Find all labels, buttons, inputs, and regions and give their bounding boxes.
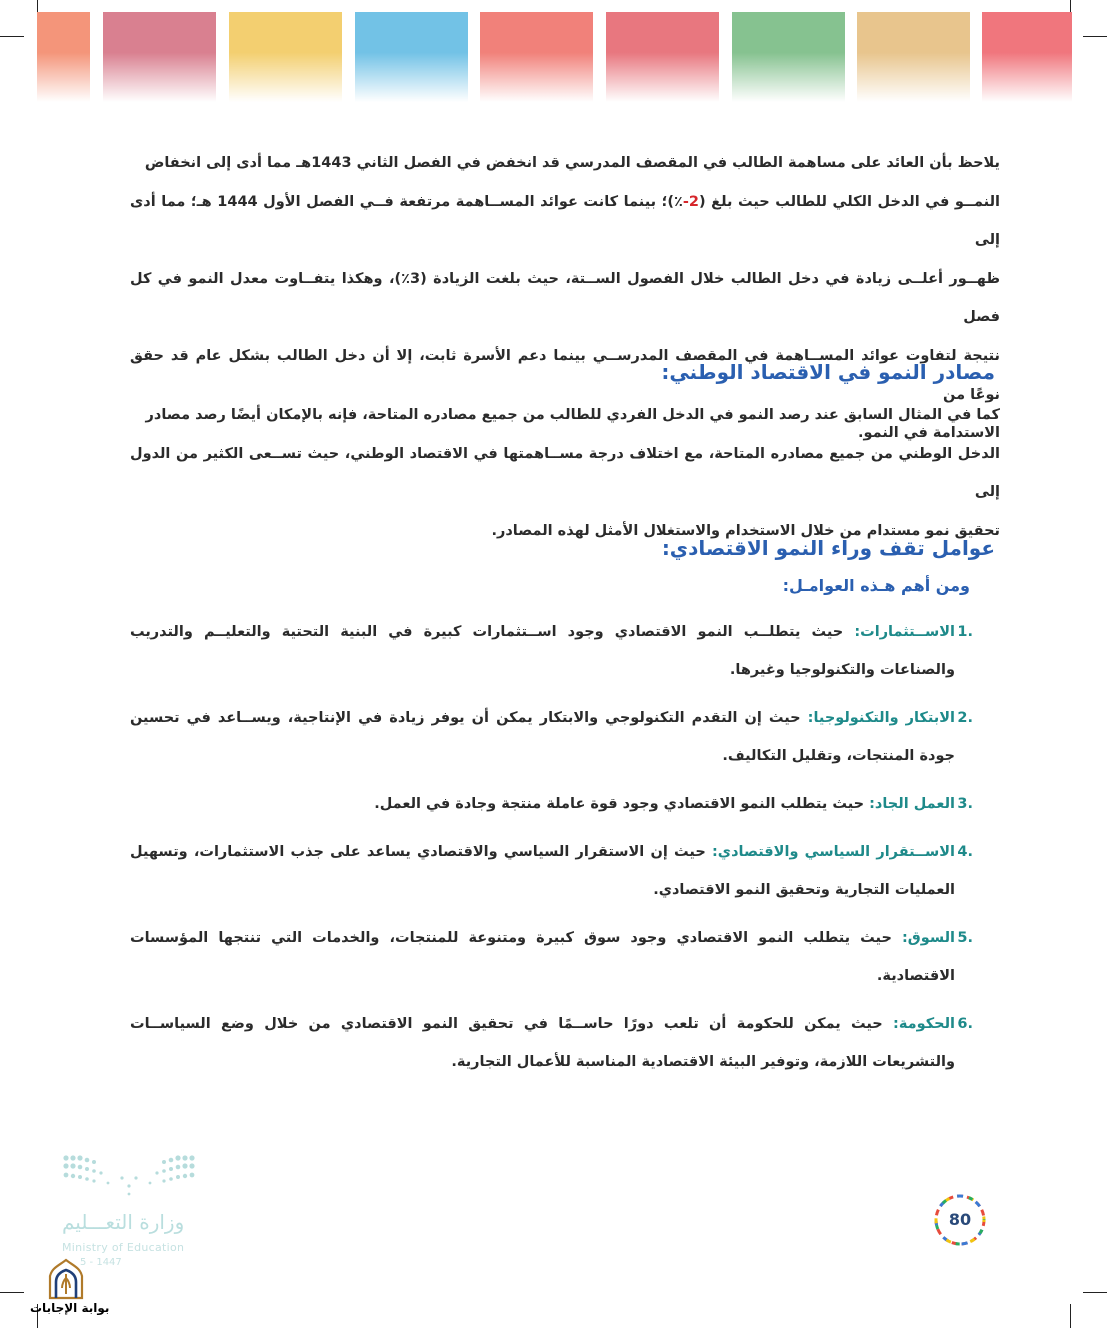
item-term: الحكومة:	[893, 1016, 955, 1032]
item-term: العمل الجاد:	[869, 796, 955, 812]
factors-list	[130, 613, 1000, 1081]
ministry-name-english: Ministry of Education	[62, 1241, 185, 1254]
list-item	[130, 613, 1000, 689]
crop-mark	[1083, 1292, 1107, 1293]
crop-mark	[1070, 1304, 1071, 1328]
sources-paragraph	[130, 396, 1000, 550]
item-text: حيث إن التقدم التكنولوجي والابتكار يمكن أن يوفر زيادة في الإنتاجية، ويســاعد في تحسين جودة المنتجات، وتقليل التكاليف.	[130, 710, 955, 764]
subsection-heading: ومن أهم هـذه العوامـل:	[782, 576, 970, 595]
text-line	[130, 144, 1000, 183]
text-segment: هـ؛ مما أدى إلى	[130, 193, 1000, 249]
item-number: .1	[957, 624, 973, 640]
number: 1444	[217, 193, 258, 210]
item-number: .2	[957, 710, 973, 726]
item-text: حيث يتطلب النمو الاقتصادي وجود قوة عاملة منتجة وجادة في العمل.	[374, 796, 870, 812]
ministry-name-arabic: وزارة التعـــليم	[62, 1210, 185, 1234]
list-item	[130, 699, 1000, 775]
color-tab	[37, 12, 90, 102]
text-line: ظهــور أعلــى زيادة في دخل الطالب خلال الفصول الســتة، حيث بلغت الزيادة (3٪)، وهكذا يتفــاوت معدل النمو في كل فصل	[130, 270, 1000, 326]
item-text: حيث إن الاستقرار السياسي والاقتصادي يساعد على جذب الاستثمارات، وتسهيل العمليات التجارية وتحقيق النمو الاقتصادي.	[130, 844, 955, 898]
edition-year: 5 - 1447	[80, 1257, 122, 1268]
portal-name: بوابة الإجابات	[30, 1301, 110, 1315]
item-text: حيث يتطلــب النمو الاقتصادي وجود اســتثمارات كبيرة في البنية التحتية والتعليــم والتدريب والصناعات والتكنولوجيا وغيرها.	[130, 624, 955, 678]
section-heading: مصادر النمو في الاقتصاد الوطني:	[661, 360, 995, 384]
color-tab	[355, 12, 468, 102]
portal-emblem-icon	[44, 1258, 88, 1302]
crop-mark	[0, 36, 24, 37]
color-tab	[229, 12, 342, 102]
color-tab	[103, 12, 216, 102]
item-term: السوق:	[901, 930, 955, 946]
item-term: الابتكار والتكنولوجيا:	[807, 710, 955, 726]
list-item	[130, 833, 1000, 909]
text-line: نتيجة لتفاوت عوائد المســاهمة في المقصف المدرســي بينما دعم الأسرة ثابت، إلا أن دخل الطالب بشكل عام قد حقق نوعًا من	[130, 347, 1000, 403]
page-number: 80	[948, 1210, 972, 1229]
crop-mark	[0, 1292, 24, 1293]
crop-mark	[1083, 36, 1107, 37]
item-number: .3	[957, 796, 973, 812]
text-line: الدخل الوطني من جميع مصادره المتاحة، مع اختلاف درجة مســاهمتها في الاقتصاد الوطني، حيث تســعى الكثير من الدول إلى	[130, 445, 1000, 501]
list-item	[130, 785, 1000, 823]
ministry-logo-icon	[60, 1150, 200, 1205]
list-item	[130, 919, 1000, 995]
item-number: .6	[957, 1016, 973, 1032]
text-segment: يلاحظ بأن العائد على مساهمة الطالب في المقصف المدرسي قد انخفض في الفصل الثاني	[351, 155, 1000, 171]
text-segment: ٪)؛ بينما كانت عوائد المســاهمة مرتفعة فــي الفصل الأول	[257, 193, 683, 210]
color-tab	[982, 12, 1072, 102]
color-tab	[480, 12, 593, 102]
text-line: الاستدامة في النمو.	[858, 425, 1000, 442]
color-tab	[606, 12, 719, 102]
text-line	[130, 183, 1000, 260]
list-item	[130, 1005, 1000, 1081]
text-segment: النمــو في الدخل الكلي للطالب حيث بلغ (	[699, 193, 1000, 210]
item-term: الاســتقرار السياسي والاقتصادي:	[712, 844, 955, 860]
text-line: كما في المثال السابق عند رصد النمو في الدخل الفردي للطالب من جميع مصادره المتاحة، فإنه بالإمكان أيضًا رصد مصادر	[145, 407, 1000, 423]
item-text: حيث يمكن للحكومة أن تلعب دورًا حاســمًا في تحقيق النمو الاقتصادي من خلال وضع السياســات والتشريعات اللازمة، وتوفير البيئة الاقتصادية المناسبة للأعمال التجارية.	[130, 1016, 955, 1070]
section-heading: عوامل تقف وراء النمو الاقتصادي:	[661, 536, 995, 560]
item-number: .5	[957, 930, 973, 946]
color-tab	[857, 12, 970, 102]
negative-value: -2	[682, 193, 700, 210]
color-tab	[732, 12, 845, 102]
header-color-tabs	[37, 12, 1072, 102]
item-term: الاســتثمارات:	[854, 624, 955, 640]
item-number: .4	[957, 844, 973, 860]
text-line: تحقيق نمو مستدام من خلال الاستخدام والاستغلال الأمثل لهذه المصادر.	[491, 522, 1000, 539]
text-segment: هـ مما أدى إلى انخفاض	[144, 155, 312, 171]
number: 1443	[311, 155, 352, 171]
item-text: حيث يتطلب النمو الاقتصادي وجود سوق كبيرة ومتنوعة للمنتجات، والخدمات التي تنتجها المؤسسات الاقتصادية.	[130, 930, 955, 984]
